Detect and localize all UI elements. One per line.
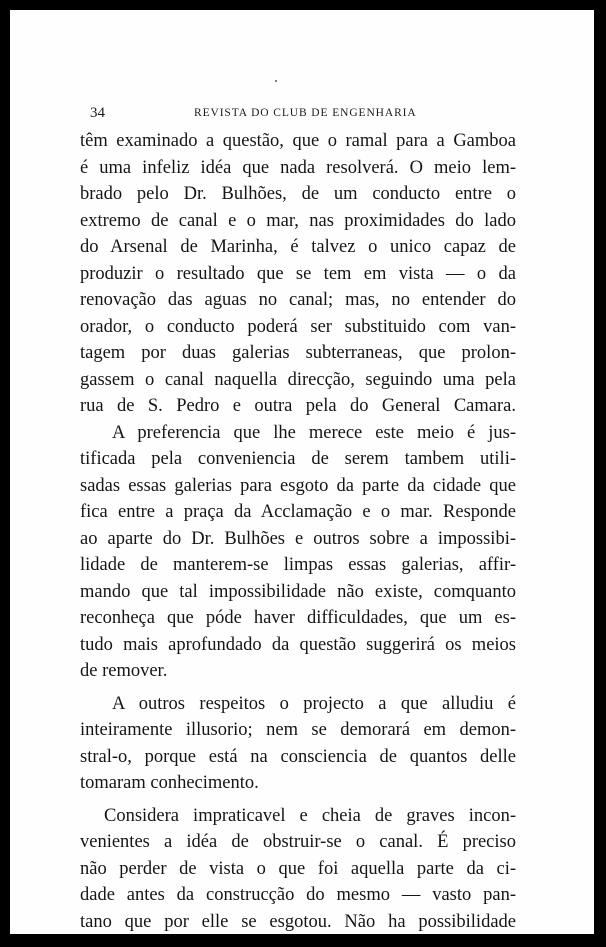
page-header <box>90 105 500 123</box>
text-line: venientes a idéa de obstruir-se o canal. É preciso <box>80 832 516 852</box>
text-line: sadas essas galerias para esgoto da parte da cidade que <box>80 475 516 496</box>
paragraph-start-line: A outros respeitos o projecto a que alludiu é <box>112 693 516 714</box>
text-line: é uma infeliz idéa que nada resolverá. O meio lem- <box>80 157 516 178</box>
text-line: tano que por elle se esgotou. Não ha possibilidade <box>80 911 516 932</box>
text-line: fica entre a praça da Acclamação e o mar. Responde <box>80 502 516 522</box>
paragraph-end-line: de remover. <box>80 661 168 681</box>
print-speck <box>275 80 277 82</box>
text-line: orador, o conducto poderá ser substituido com van- <box>80 316 516 337</box>
text-line: reconheça que póde haver difficuldades, que um es- <box>80 608 516 628</box>
page-number: 34 <box>90 105 105 121</box>
text-line: lidade de manterem-se limpas essas galerias, affir- <box>80 555 516 575</box>
paragraph-start-line: Considera impraticavel e cheia de graves incon- <box>104 805 516 826</box>
text-line: mando que tal impossibilidade não existe, comquanto <box>80 581 516 602</box>
text-line: produzir o resultado que se tem em vista — o da <box>80 263 516 284</box>
text-line: tagem por duas galerias subterraneas, que prolon- <box>80 343 516 363</box>
text-line: têm examinado a questão, que o ramal para a Gamboa <box>80 131 516 151</box>
running-title: REVISTA DO CLUB DE ENGENHARIA <box>194 107 417 119</box>
paragraph-start-line: A preferencia que lhe merece este meio é jus- <box>112 422 516 443</box>
text-line: extremo de canal e o mar, nas proximidades do lado <box>80 210 516 231</box>
text-line: inteiramente illusorio; nem se demorará em demon- <box>80 720 516 740</box>
text-line: tudo mais aprofundado da questão suggerirá os meios <box>80 634 516 655</box>
body-text <box>80 128 516 935</box>
text-line: ao aparte do Dr. Bulhões e outros sobre a impossibi- <box>80 528 516 549</box>
text-line: não perder de vista o que foi aquella parte da ci- <box>80 858 516 879</box>
text-line: gassem o canal naquella direcção, seguindo uma pela <box>80 369 516 390</box>
text-line: rua de S. Pedro e outra pela do General Camara. <box>80 396 516 416</box>
text-line: stral-o, porque está na consciencia de quantos delle <box>80 746 516 767</box>
text-line: tificada pela conveniencia de serem tambem utili- <box>80 449 516 469</box>
text-line: brado pelo Dr. Bulhões, de um conducto entre o <box>80 184 516 204</box>
text-line: do Arsenal de Marinha, é talvez o unico capaz de <box>80 237 516 257</box>
text-line: dade antes da construcção do mesmo — vasto pan- <box>80 885 516 905</box>
text-line: renovação das aguas no canal; mas, no entender do <box>80 290 516 310</box>
paragraph-end-line: tomaram conhecimento. <box>80 773 259 793</box>
